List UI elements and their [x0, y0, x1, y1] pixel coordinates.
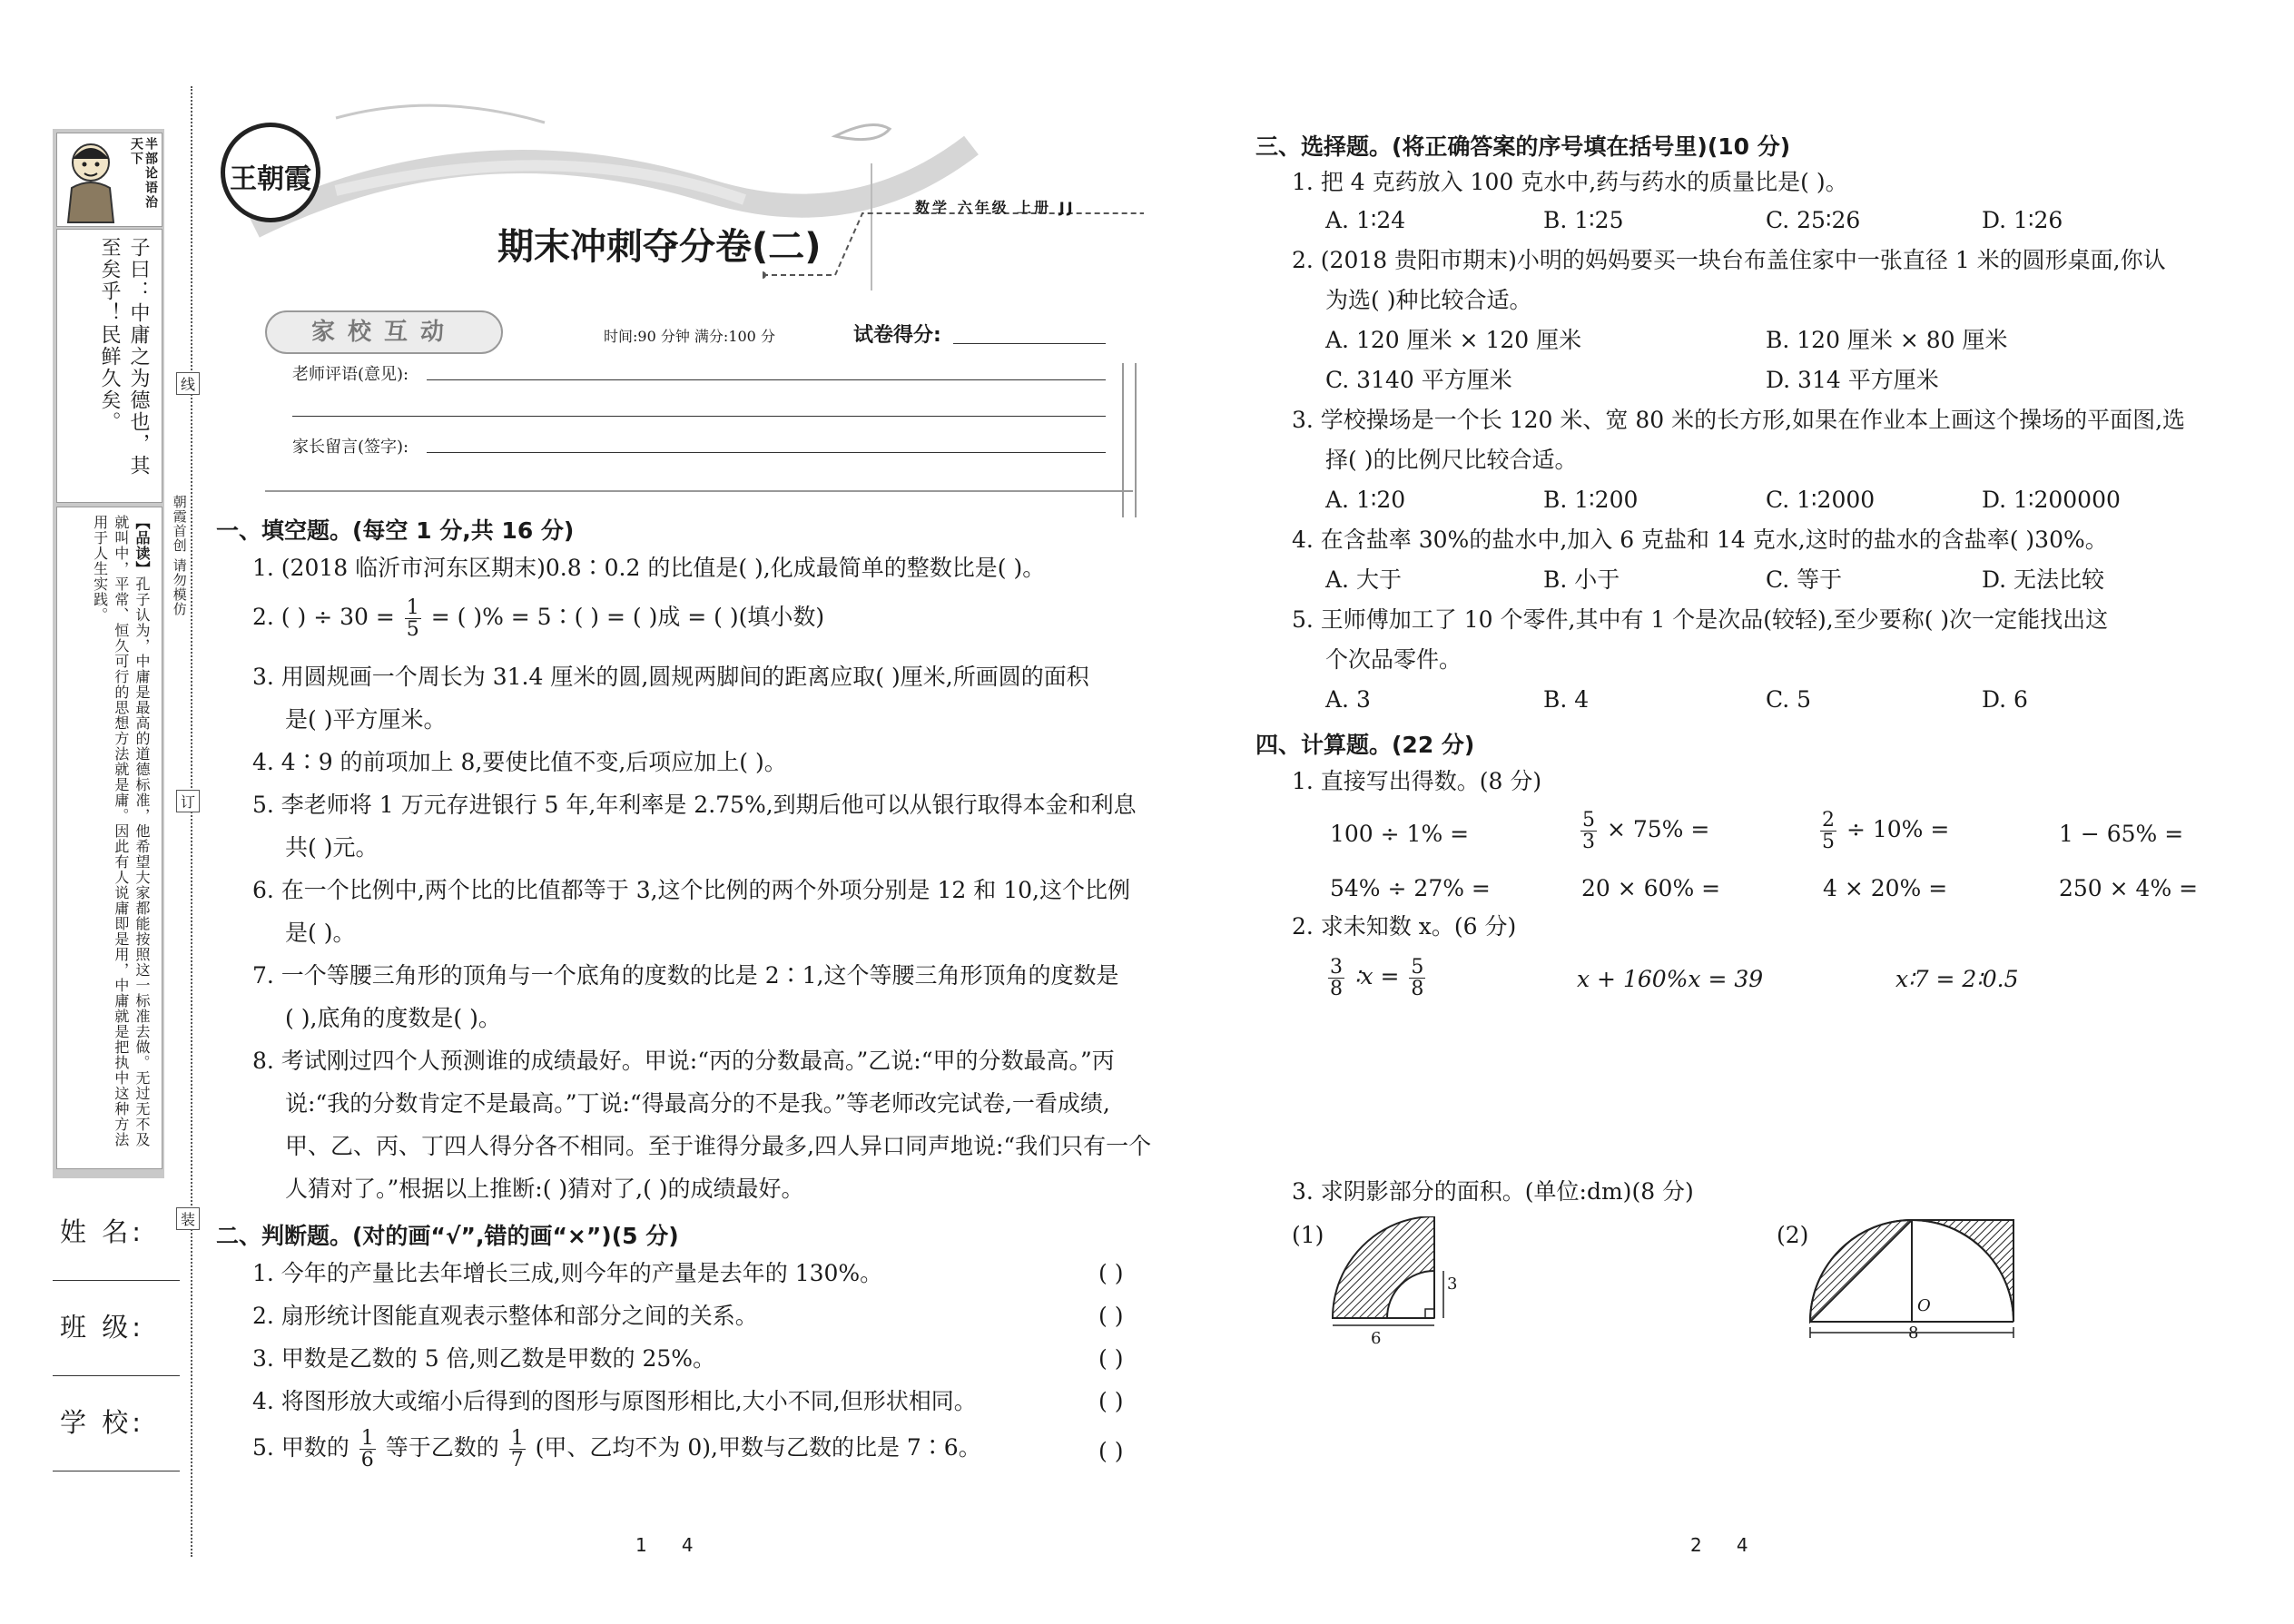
s3-q1-opt-d: D. 1∶26 [1982, 207, 2063, 233]
s3-q1-opt-c: C. 25∶26 [1766, 207, 1861, 233]
fold-label-ding: 订 [176, 790, 200, 812]
s2-item-3: 3. 甲数是乙数的 5 倍,则乙数是甲数的 25%。 [252, 1345, 716, 1372]
mascot-icon [59, 135, 123, 224]
time-info: 时间:90 分钟 满分:100 分 [604, 328, 775, 345]
s1-q6-b: 是( )。 [285, 920, 356, 946]
s2-q5-f1-n: 1 [360, 1427, 374, 1450]
page-number-right: 2 4 [1690, 1534, 1748, 1556]
s1-q3-b: 是( )平方厘米。 [285, 706, 447, 733]
s1-q8-d: 人猜对了。”根据以上推断:( )猜对了,( )的成绩最好。 [285, 1176, 804, 1202]
s1-q7-b: ( ),底角的度数是( )。 [285, 1005, 501, 1031]
calc-2 [1578, 810, 1709, 852]
fold-line [191, 86, 192, 1557]
calc-3-d: 5 [1822, 831, 1835, 854]
figure-2-label: (2) [1777, 1222, 1809, 1248]
figure-2-semicircle [1807, 1215, 2024, 1342]
s2-q5-f2-d: 7 [510, 1449, 524, 1472]
eq1-fraction-1 [1328, 957, 1344, 999]
badge-text: 半部论语治天下 [129, 137, 158, 210]
s2-item-5 [252, 1428, 981, 1471]
figure-1-height: 3 [1447, 1275, 1458, 1294]
teacher-comment-label: 老师评语(意见): [292, 365, 409, 384]
s3-q5-opt-a: A. 3 [1325, 686, 1371, 713]
quote-card [56, 229, 162, 503]
calc-2-n: 5 [1582, 809, 1595, 832]
s1-q2 [252, 597, 824, 640]
s3-q3-a: 3. 学校操场是一个长 120 米、宽 80 米的长方形,如果在作业本上画这个操场的平面图,选 [1292, 407, 2186, 433]
s3-q3-opt-b: B. 1∶200 [1543, 487, 1639, 513]
fold-label-xian: 线 [176, 372, 200, 395]
s3-q4-opt-d: D. 无法比较 [1982, 566, 2105, 593]
section3-heading: 三、选择题。(将正确答案的序号填在括号里)(10 分) [1255, 133, 1791, 160]
s3-q3-opt-d: D. 1∶200000 [1982, 487, 2121, 513]
s2-q5-b: 等于乙数的 [385, 1434, 499, 1462]
banner-box [265, 310, 503, 354]
score-label: 试卷得分: [853, 324, 941, 347]
s2-q5-fraction-1 [359, 1428, 376, 1471]
equation-3: x∶7 = 2∶0.5 [1895, 966, 2019, 992]
s4-sub1: 1. 直接写出得数。(8 分) [1292, 768, 1542, 794]
fold-label-zhuang: 装 [176, 1207, 200, 1230]
s1-q7-a: 7. 一个等腰三角形的顶角与一个底角的度数的比是 2∶1,这个等腰三角形顶角的度数是 [252, 962, 1119, 989]
section4-heading: 四、计算题。(22 分) [1255, 732, 1475, 758]
s3-q3-b: 择( )的比例尺比较合适。 [1325, 447, 1578, 473]
s3-q2-opt-d: D. 314 平方厘米 [1766, 367, 1939, 393]
s2-item-2: 2. 扇形统计图能直观表示整体和部分之间的关系。 [252, 1303, 758, 1329]
reading-card [56, 507, 162, 1169]
s1-q3-a: 3. 用圆规画一个周长为 31.4 厘米的圆,圆规两脚间的距离应取( )厘米,所画圆的面积 [252, 664, 1089, 690]
s2-q5-fraction-2 [509, 1428, 526, 1471]
figure-2-width: 8 [1908, 1324, 1919, 1343]
equation-1 [1325, 957, 1428, 999]
s3-q2-opt-b: B. 120 厘米 × 80 厘米 [1766, 327, 2008, 353]
s1-q6-a: 6. 在一个比例中,两个比的比值都等于 3,这个比例的两个外项分别是 12 和 10,这个比例 [252, 877, 1130, 903]
school-label: 学 校: [60, 1407, 144, 1438]
s3-q3-opt-c: C. 1∶2000 [1766, 487, 1876, 513]
figure-2-center: O [1917, 1296, 1931, 1315]
s2-q5-c: (甲、乙均不为 0),甲数与乙数的比是 7∶6。 [535, 1434, 981, 1462]
s3-q2-opt-a: A. 120 厘米 × 120 厘米 [1325, 327, 1582, 353]
section1-heading: 一、填空题。(每空 1 分,共 16 分) [216, 517, 575, 544]
s3-q5-b: 个次品零件。 [1325, 646, 1462, 673]
s3-q2-opt-c: C. 3140 平方厘米 [1325, 367, 1512, 393]
confucius-quote: 子曰：中庸之为德也，其至矣乎！民鲜久矣。 [98, 237, 150, 477]
calc-7: 4 × 20% = [1823, 875, 1948, 901]
s3-q4-opt-a: A. 大于 [1325, 566, 1402, 593]
s1-q2-b: = ( )% = 5∶( ) = ( )成 = ( )(填小数) [430, 604, 825, 631]
logo-seal [221, 123, 320, 222]
subject-line: 数学 六年级 上册 JJ [915, 199, 1076, 216]
calc-4: 1 − 65% = [2059, 821, 2184, 847]
s1-q5-b: 共( )元。 [285, 834, 379, 861]
s3-q4: 4. 在含盐率 30%的盐水中,加入 6 克盐和 14 克水,这时的盐水的含盐率( )30%。 [1292, 527, 2108, 553]
s2-answer-3[interactable]: ( ) [1098, 1345, 1124, 1372]
s3-q5-opt-c: C. 5 [1766, 686, 1812, 713]
s3-q1-opt-a: A. 1∶24 [1325, 207, 1406, 233]
s2-q5-f2-n: 1 [510, 1427, 524, 1450]
s3-q5-opt-d: D. 6 [1982, 686, 2028, 713]
eq1-d1: 8 [1330, 978, 1343, 1001]
s3-q4-opt-b: B. 小于 [1543, 566, 1620, 593]
s1-q2-fraction [405, 597, 421, 640]
header-frame-right [1122, 363, 1137, 517]
s2-q5-a: 5. 甲数的 [252, 1434, 350, 1462]
s2-q5-f1-d: 6 [360, 1449, 374, 1472]
s1-q2-a: 2. ( ) ÷ 30 = [252, 604, 395, 631]
calc-6: 20 × 60% = [1581, 875, 1721, 901]
s4-sub3: 3. 求阴影部分的面积。(单位:dm)(8 分) [1292, 1178, 1694, 1205]
s1-q5-a: 5. 李老师将 1 万元存进银行 5 年,年利率是 2.75%,到期后他可以从银行取得本金和利息 [252, 792, 1137, 818]
calc-1: 100 ÷ 1% = [1330, 821, 1470, 847]
s2-answer-4[interactable]: ( ) [1098, 1388, 1124, 1414]
class-field[interactable] [53, 1375, 180, 1376]
s1-q8-a: 8. 考试刚过四个人预测谁的成绩最好。甲说:“丙的分数最高。”乙说:“甲的分数最高。”丙 [252, 1048, 1115, 1074]
s2-item-1: 1. 今年的产量比去年增长三成,则今年的产量是去年的 130%。 [252, 1260, 883, 1286]
s4-sub2: 2. 求未知数 x。(6 分) [1292, 913, 1517, 940]
page-title: 期末冲刺夺分卷(二) [497, 226, 822, 268]
s3-q5-opt-b: B. 4 [1543, 686, 1590, 713]
equation-2: x + 160%x = 39 [1577, 966, 1764, 992]
s2-answer-2[interactable]: ( ) [1098, 1303, 1124, 1329]
banner-text: 家校互动 [310, 319, 457, 346]
calc-3-n: 2 [1822, 809, 1835, 832]
section2-heading: 二、判断题。(对的画“√”,错的画“×”)(5 分) [216, 1223, 679, 1249]
class-label: 班 级: [60, 1312, 144, 1343]
calc-2-fraction [1580, 810, 1597, 852]
s1-q1: 1. (2018 临沂市河东区期末)0.8∶0.2 的比值是( ),化成最简单的整数比是( )。 [252, 555, 1046, 581]
score-field[interactable] [953, 343, 1106, 344]
teacher-comment-line-2[interactable] [292, 416, 1106, 417]
s1-q8-c: 甲、乙、丙、丁四人得分各不相同。至于谁得分最多,四人异口同声地说:“我们只有一个 [285, 1133, 1152, 1159]
reading-title: 【品读】 [133, 515, 151, 576]
s2-item-4: 4. 将图形放大或缩小后得到的图形与原图形相比,大小不同,但形状相同。 [252, 1388, 977, 1414]
s3-q1: 1. 把 4 克药放入 100 克水中,药与药水的质量比是( )。 [1292, 169, 1848, 195]
eq1-n1: 3 [1330, 956, 1343, 979]
parent-comment-label: 家长留言(签字): [292, 438, 409, 457]
eq1-n2: 5 [1411, 956, 1424, 979]
s3-q2-b: 为选( )种比较合适。 [1325, 287, 1532, 313]
figure-1-label: (1) [1292, 1222, 1324, 1248]
reading-note [89, 515, 153, 1161]
name-field[interactable] [53, 1280, 180, 1281]
s1-q2-frac-n: 1 [406, 596, 419, 619]
eq1-mid: ∶x = [1354, 963, 1400, 990]
name-label: 姓 名: [60, 1216, 144, 1247]
calc-3-rest: ÷ 10% = [1846, 816, 1950, 843]
page-number-left: 1 4 [635, 1534, 694, 1556]
s3-q3-opt-a: A. 1∶20 [1325, 487, 1406, 513]
s3-q1-opt-b: B. 1∶25 [1543, 207, 1624, 233]
eq1-fraction-2 [1409, 957, 1425, 999]
s2-answer-5[interactable]: ( ) [1098, 1438, 1124, 1464]
calc-3 [1817, 810, 1949, 852]
logo-text: 王朝霞 [230, 163, 311, 195]
eq1-d2: 8 [1411, 978, 1424, 1001]
copyright-note: 朝霞首创 请勿模仿 [171, 495, 188, 616]
s1-q4: 4. 4∶9 的前项加上 8,要使比值不变,后项应加上( )。 [252, 749, 787, 775]
figure-1-width: 6 [1371, 1329, 1382, 1348]
reading-text: 孔子认为，中庸是最高的道德标准，他希望大家都能按照这一标准去做。无过无不及就叫中，平常、恒久可行的思想方法就是庸。因此有人说庸即是用，中庸就是把执中这种方法用于人生实践。 [91, 515, 151, 1147]
calc-8: 250 × 4% = [2059, 875, 2199, 901]
calc-3-fraction [1820, 810, 1836, 852]
teacher-comment-line-1[interactable] [427, 379, 1106, 380]
header-frame-bottom [265, 490, 1133, 492]
s3-q5-a: 5. 王师傅加工了 10 个零件,其中有 1 个是次品(较轻),至少要称( )次一定能找出这 [1292, 606, 2109, 633]
parent-comment-line[interactable] [427, 452, 1106, 453]
calc-2-rest: × 75% = [1606, 816, 1710, 843]
s2-answer-1[interactable]: ( ) [1098, 1260, 1124, 1286]
s3-q2-a: 2. (2018 贵阳市期末)小明的妈妈要买一块台布盖住家中一张直径 1 米的圆形桌面,你认 [1292, 247, 2166, 273]
s3-q4-opt-c: C. 等于 [1766, 566, 1843, 593]
s1-q8-b: 说:“我的分数肯定不是最高。”丁说:“得最高分的不是我。”等老师改完试卷,一看成绩, [285, 1090, 1110, 1117]
calc-2-d: 3 [1582, 831, 1595, 854]
mascot-card [56, 133, 162, 227]
calc-5: 54% ÷ 27% = [1330, 875, 1491, 901]
s1-q2-frac-d: 5 [406, 618, 419, 642]
